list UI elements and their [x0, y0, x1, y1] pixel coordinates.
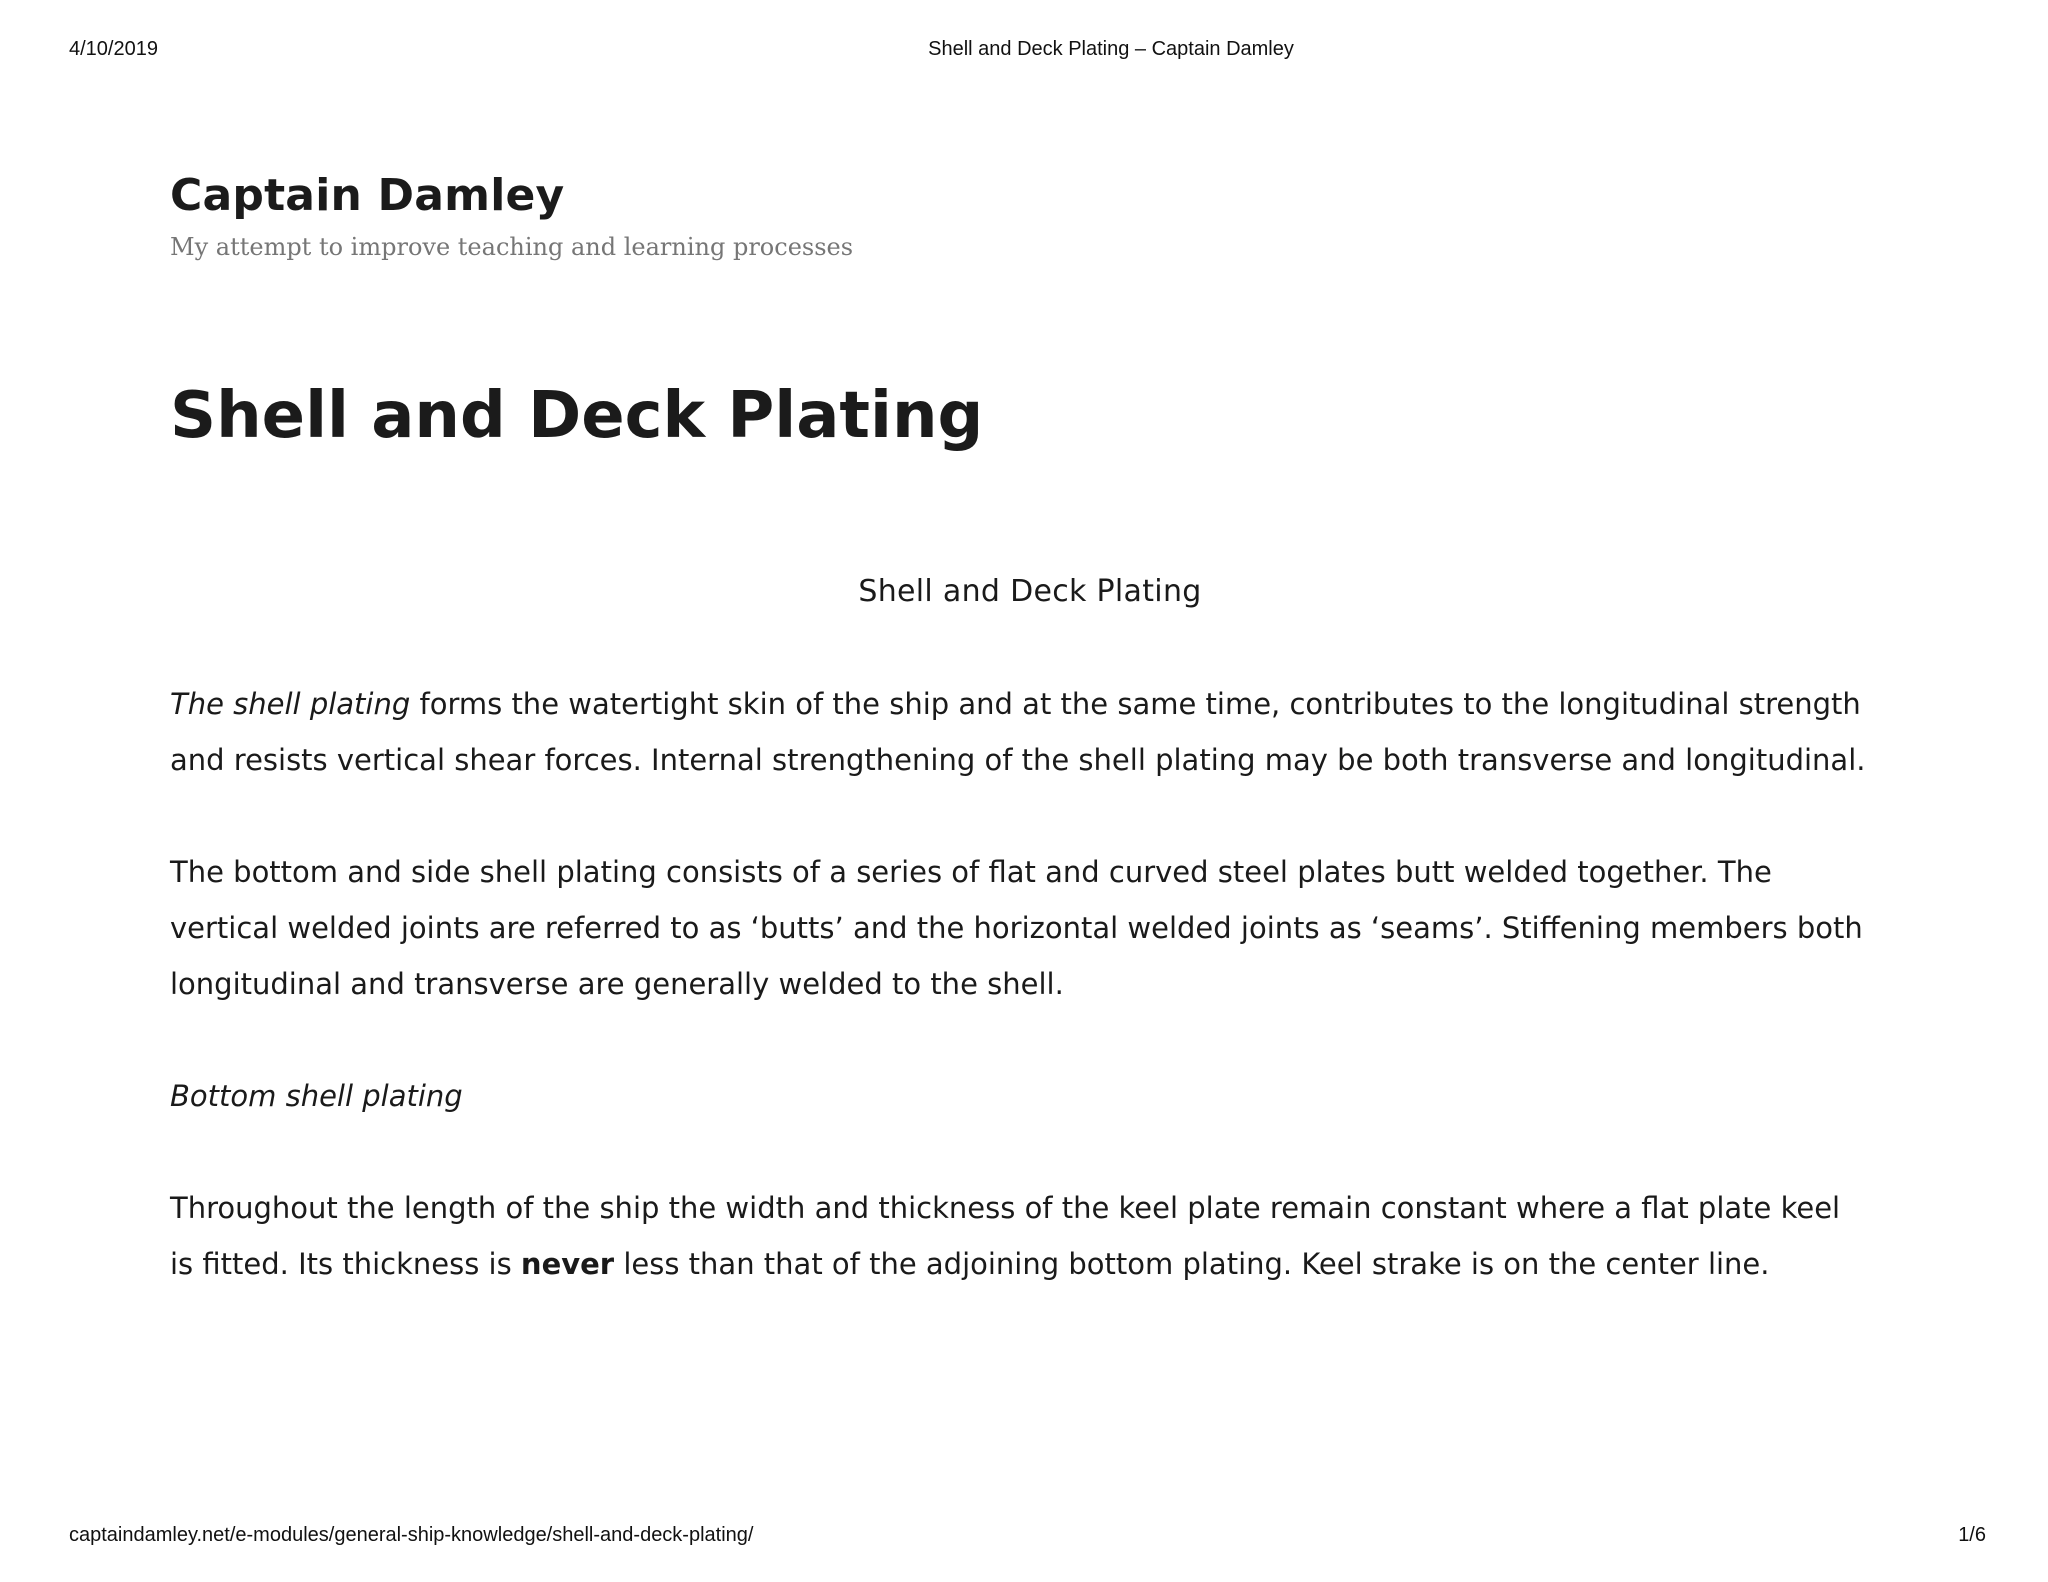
print-footer: [0, 1524, 2048, 1552]
print-page-number: 1/6: [1958, 1524, 1986, 1546]
keel-text-after: less than that of the adjoining bottom plating. Keel strake is on the center line.: [614, 1247, 1770, 1281]
print-date: 4/10/2019: [69, 38, 158, 60]
site-description: My attempt to improve teaching and learning processes: [170, 233, 854, 261]
site-title-link[interactable]: Captain Damley: [170, 170, 565, 221]
paragraph-butts-seams: The bottom and side shell plating consists of a series of flat and curved steel plates butt welded together. The vertical welded joints are referred to as ‘butts’ and the horizontal welded joints as ‘seams’. Stiffening members both longitudinal and transverse are generally welded to the shell.: [170, 855, 1863, 1001]
print-page-title: Shell and Deck Plating – Captain Damley: [928, 38, 1294, 60]
paragraph-shell-plating: [170, 676, 1870, 788]
shell-plating-text: forms the watertight skin of the ship and at the same time, contributes to the longitudinal strength and resists vertical shear forces. Internal strengthening of the shell plating may be both transverse and longitudinal.: [170, 687, 1866, 777]
keel-text-emphasis: never: [520, 1247, 615, 1281]
print-url: captaindamley.net/e-modules/general-ship-knowledge/shell-and-deck-plating/: [69, 1524, 754, 1546]
site-header: [170, 168, 853, 264]
bottom-shell-heading-text: Bottom shell plating: [170, 1079, 463, 1113]
paragraph-keel-plate: [170, 1180, 1870, 1292]
shell-plating-lead: The shell plating: [170, 687, 411, 721]
section-heading-bottom-shell: [170, 1068, 1870, 1124]
keel-text-before: Throughout the length of the ship the width and thickness of the keel plate remain constant where a flat plate keel is fitted. Its thickness is: [170, 1191, 1841, 1281]
page-title: Shell and Deck Plating: [170, 379, 984, 453]
print-header: [0, 38, 2048, 66]
article-content: [170, 564, 1870, 1348]
article-subtitle: Shell and Deck Plating: [858, 574, 1202, 609]
